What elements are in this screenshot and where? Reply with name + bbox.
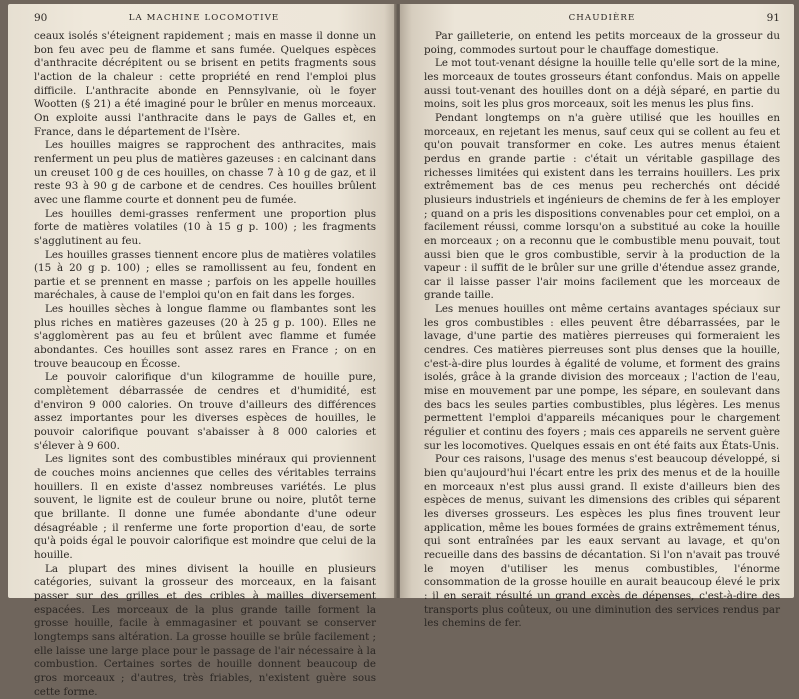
right-page-header [424, 12, 780, 26]
left-paragraph-3: Les houilles demi-grasses renferment une proportion plus forte de matières volatiles (10 à 15 g p. 100) ; les fragments s'agglutinent au feu. [34, 207, 376, 247]
right-paragraph-1: Par gailleterie, on entend les petits morceaux de la grosseur du poing, commodes surtout pour le chauffage domestique. [424, 30, 780, 56]
left-page-header [34, 12, 374, 26]
right-running-title: CHAUDIÈRE [568, 13, 636, 23]
book-spread [8, 4, 794, 698]
right-page-body [424, 30, 780, 631]
left-paragraph-5: Les houilles sèches à longue flamme ou flambantes sont les plus riches en matières gazeuses (20 à 25 g p. 100). Elles ne s'agglomèrent pas au feu et brûlent avec flamme et fumée abondantes. Ces houilles sont assez rares en France ; on en trouve beaucoup en Écosse. [34, 303, 376, 370]
left-page [8, 4, 396, 698]
right-paragraph-3: Pendant longtemps on n'a guère utilisé que les houilles en morceaux, en rejetant les menus, sauf ceux qui se collent au feu et qu'on pouvait transformer en coke. Les autres menus étaient perdus en grande partie : c'était un véritable gaspillage des richesses limitées qui existent dans les terrains houillers. Les prix extrêmement bas de ces menus peu recherchés ont décidé plusieurs industriels et ingénieurs de chemins de fer à les employer ; quand on a pris les dispositions convenables pour cet emploi, on a facilement réussi, comme lorsqu'on a substitué au coke la houille en morceaux ; on a reconnu que le combustible menu pouvait, tout aussi bien que le gros combustible, servir à la production de la vapeur : il suffit de le brûler sur une grille d'étendue assez grande, car il laisse passer l'air moins facilement que les morceaux de grande taille. [424, 111, 780, 302]
left-paragraph-2: Les houilles maigres se rapprochent des anthracites, mais renferment un peu plus de matières gazeuses : en calcinant dans un creuset 100 g de ces houilles, on chasse 7 à 10 g de gaz, et il reste 93 à 90 g de carbone et de cendres. Ces houilles brûlent avec une flamme courte et donnent peu de fumée. [34, 139, 376, 206]
left-paragraph-7: Les lignites sont des combustibles minéraux qui proviennent de couches moins anciennes que celles des véritables terrains houillers. Il en existe d'assez nombreuses variétés. Le plus souvent, le lignite est de couleur brune ou noire, plutôt terne que brillante. Il donne une fumée abondante d'une odeur désagréable ; il renferme une forte proportion d'eau, de sorte qu'à poids égal le pouvoir calorifique est moindre que celui de la houille. [34, 453, 376, 561]
left-paragraph-4: Les houilles grasses tiennent encore plus de matières volatiles (15 à 20 g p. 100) ; elles se ramollissent au feu, fondent en partie et se prennent en masse ; parfois on les appelle houilles maréchales, à cause de l'emploi qu'on en fait dans les forges. [34, 248, 376, 302]
right-paragraph-5: Pour ces raisons, l'usage des menus s'est beaucoup développé, si bien qu'aujourd'hui l'écart entre les prix des menus et de la houille en morceaux n'est plus aussi grand. Il existe d'ailleurs bien des espèces de menus, suivant les dimensions des cribles qui séparent les diverses grosseurs. Les espèces les plus fines trouvent leur application, même les boues formées de grains extrêmement ténus, qui sont entraînées par les eaux servant au lavage, et qu'on recueille dans des bassins de décantation. Si l'on n'avait pas trouvé le moyen d'utiliser les menus combustibles, l'énorme consommation de la grosse houille en aurait beaucoup élevé le prix : il en serait résulté un grand excès de dépenses, c'est-à-dire des transports plus coûteux, ou une diminution des services rendus par les chemins de fer. [424, 453, 780, 630]
left-page-body [34, 30, 376, 699]
left-running-title: LA MACHINE LOCOMOTIVE [128, 13, 280, 23]
right-page-number: 91 [766, 12, 780, 24]
left-paragraph-1: ceaux isolés s'éteignent rapidement ; mais en masse il donne un bon feu avec peu de flamme et sans fumée. Quelques espèces d'anthracite décrépitent ou se brisent en petits fragments sous l'action de la chaleur : cette propriété en rend l'emploi plus difficile. L'anthracite abonde en Pennsylvanie, où le foyer Wootten (§ 21) a été imaginé pour le brûler en menus morceaux. On exploite aussi l'anthracite dans le pays de Galles et, en France, dans le département de l'Isère. [34, 30, 376, 138]
left-page-number: 90 [34, 12, 48, 24]
left-paragraph-8: La plupart des mines divisent la houille en plusieurs catégories, suivant la grosseur des morceaux, en la faisant passer sur des grilles et des cribles à mailles diversement espacées. Les morceaux de la plus grande taille forment la grosse houille, facile à emmagasiner et pouvant se conserver longtemps sans altération. La grosse houille se brûle facilement ; elle laisse une large place pour le passage de l'air nécessaire à la combustion. Certaines sortes de houille donnent beaucoup de gros morceaux ; d'autres, très friables, n'existent guère sous cette forme. [34, 562, 376, 698]
left-paragraph-6: Le pouvoir calorifique d'un kilogramme de houille pure, complètement débarrassée de cendres et d'humidité, est d'environ 9 000 calories. On trouve d'ailleurs des différences assez importantes pour les diverses espèces de houilles, le pouvoir calorifique pouvant s'abaisser à 8 000 calories et s'élever à 9 600. [34, 371, 376, 452]
right-paragraph-2: Le mot tout-venant désigne la houille telle qu'elle sort de la mine, les morceaux de toutes grosseurs étant confondus. Mais on appelle aussi tout-venant des houilles dont on a déjà séparé, en partie du moins, soit les plus gros morceaux, soit les menus les plus fins. [424, 57, 780, 111]
right-page [400, 4, 794, 630]
right-paragraph-4: Les menues houilles ont même certains avantages spéciaux sur les gros combustibles : elles peuvent être débarrassées, par le lavage, d'une partie des matières pierreuses qui formeraient les cendres. Ces matières pierreuses sont plus denses que la houille, c'est-à-dire plus lourdes à égalité de volume, et forment des grains isolés, grâce à la grande division des morceaux ; l'action de l'eau, mise en mouvement par une pompe, les sépare, en soulevant dans des bacs les seules parties combustibles, plus légères. Les menus permettent l'emploi d'appareils mécaniques pour le chargement régulier et continu des foyers ; mais ces appareils ne servent guère sur les locomotives. Quelques essais en ont été faits aux États-Unis. [424, 303, 780, 452]
